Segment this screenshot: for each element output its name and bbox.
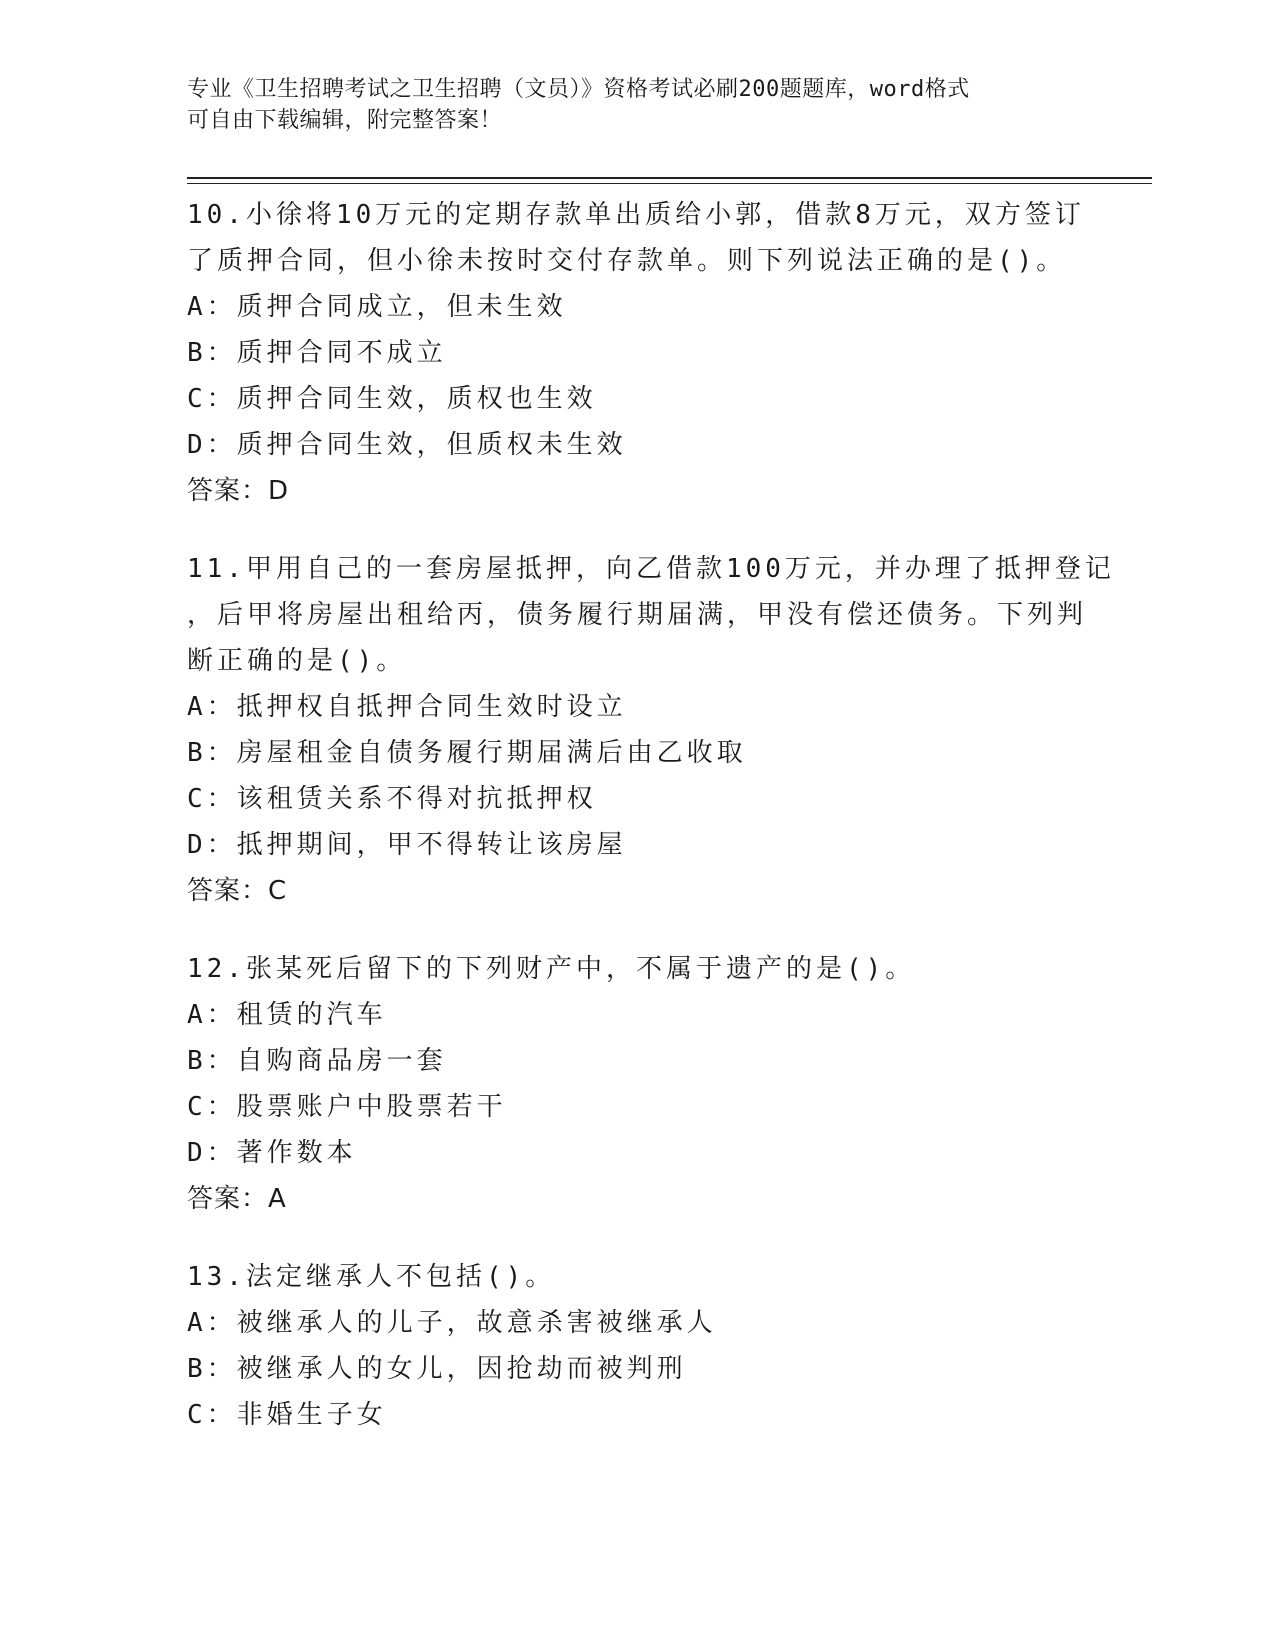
option-c: C：非婚生子女	[187, 1400, 387, 1430]
question-stem: 12.张某死后留下的下列财产中，不属于遗产的是()。	[187, 954, 916, 984]
question-11	[187, 546, 1115, 914]
option-c: C：股票账户中股票若干	[187, 1092, 507, 1122]
option-a: A：被继承人的儿子，故意杀害被继承人	[187, 1308, 717, 1338]
question-stem: 断正确的是()。	[187, 646, 407, 676]
answer-line: 答案：C	[187, 876, 288, 906]
question-stem: 10.小徐将10万元的定期存款单出质给小郭，借款8万元，双方签订	[187, 200, 1085, 230]
document-header	[187, 74, 1067, 136]
question-10	[187, 192, 1087, 514]
option-a: A：租赁的汽车	[187, 1000, 387, 1030]
header-line-1: 专业《卫生招聘考试之卫生招聘（文员）》资格考试必刷200题题库，word格式	[187, 77, 970, 102]
option-b: B：被继承人的女儿，因抢劫而被判刑	[187, 1354, 687, 1384]
question-list	[187, 192, 1115, 1470]
answer-line: 答案：D	[187, 476, 290, 506]
header-rule-thick	[187, 177, 1152, 179]
option-d: D：抵押期间，甲不得转让该房屋	[187, 830, 627, 860]
question-stem: 了质押合同，但小徐未按时交付存款单。则下列说法正确的是()。	[187, 246, 1067, 276]
option-c: C：质押合同生效，质权也生效	[187, 384, 597, 414]
question-13	[187, 1254, 1087, 1438]
option-d: D：著作数本	[187, 1138, 357, 1168]
option-c: C：该租赁关系不得对抗抵押权	[187, 784, 597, 814]
option-a: A：抵押权自抵押合同生效时设立	[187, 692, 627, 722]
option-b: B：自购商品房一套	[187, 1046, 447, 1076]
question-stem: ，后甲将房屋出租给丙，债务履行期届满，甲没有偿还债务。下列判	[187, 600, 1088, 630]
question-stem: 11.甲用自己的一套房屋抵押，向乙借款100万元，并办理了抵押登记	[187, 554, 1115, 584]
option-b: B：房屋租金自债务履行期届满后由乙收取	[187, 738, 747, 768]
question-12	[187, 946, 1087, 1222]
question-stem: 13.法定继承人不包括()。	[187, 1262, 556, 1292]
header-line-2: 可自由下载编辑，附完整答案！	[187, 108, 503, 133]
option-b: B：质押合同不成立	[187, 338, 447, 368]
option-d: D：质押合同生效，但质权未生效	[187, 430, 627, 460]
header-rule-thin	[187, 183, 1152, 184]
answer-line: 答案：A	[187, 1184, 287, 1214]
option-a: A：质押合同成立，但未生效	[187, 292, 567, 322]
